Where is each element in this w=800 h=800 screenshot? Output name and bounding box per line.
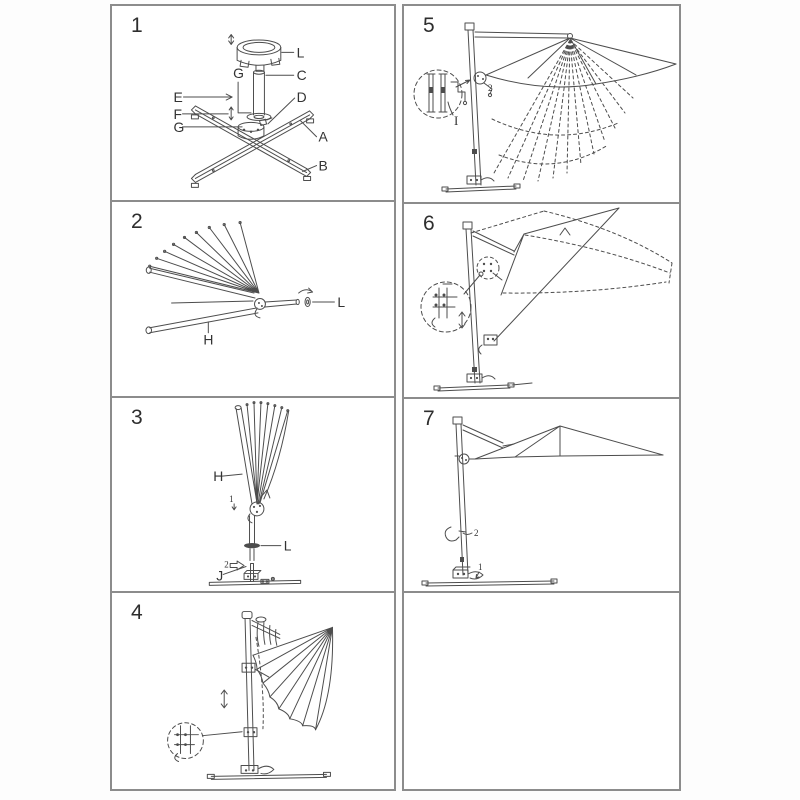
- open-canopy: [475, 426, 663, 459]
- part-label-I: I: [454, 113, 459, 128]
- panel-1-drawing: [112, 6, 394, 200]
- mast: [463, 222, 480, 383]
- rotate-arrow-icon: [299, 288, 313, 293]
- part-label-G-left: G: [173, 118, 185, 135]
- magnifier-detail: [414, 70, 470, 118]
- part-label-E: E: [173, 89, 183, 106]
- part-label-1: 1: [478, 562, 483, 572]
- panel-3-callouts: [213, 468, 292, 583]
- mast: [242, 612, 254, 771]
- panel-4: [112, 591, 394, 789]
- base-assembly: [434, 374, 532, 391]
- panel-2-number: 2: [131, 210, 144, 233]
- part-label-2: 2: [474, 528, 479, 538]
- magnifier-detail: [168, 723, 242, 762]
- part-label-H: H: [213, 468, 224, 485]
- upper-pole-tube: [265, 299, 299, 307]
- mast: [453, 417, 468, 575]
- crank-handle-icon: [451, 82, 465, 101]
- support-arm: [473, 231, 514, 255]
- part-label-D: D: [296, 89, 307, 106]
- panel-1-number: 1: [131, 14, 144, 37]
- panel-5-drawing: [404, 6, 679, 202]
- panel-2-drawing: [112, 202, 394, 396]
- lower-pole-tube: [251, 564, 254, 582]
- part-label-J: J: [216, 567, 224, 584]
- support-arm: [463, 425, 514, 448]
- panel-6-drawing: [404, 204, 679, 397]
- support-arm: [475, 32, 573, 39]
- panel-5: [404, 6, 679, 202]
- tilt-motion-dashes: [471, 211, 672, 293]
- folded-canopy: [146, 221, 259, 333]
- part-label-G-top: G: [233, 65, 244, 82]
- right-column: [402, 4, 681, 791]
- part-label-1: 1: [229, 493, 234, 504]
- insert-arrow-icon: [230, 561, 244, 570]
- panel-2: [112, 200, 394, 396]
- panel-6: [404, 202, 679, 397]
- part-label-L: L: [296, 44, 305, 61]
- panel-3: [112, 396, 394, 591]
- pole-hook: [445, 527, 478, 541]
- part-label-H: H: [203, 331, 214, 348]
- panel-1-callouts: [174, 44, 329, 173]
- folded-canopy-vertical: [235, 402, 289, 504]
- base-assembly: [422, 562, 557, 586]
- panel-7-drawing: [404, 399, 679, 591]
- lower-pole-bracket: [244, 728, 257, 737]
- empty-panel: [404, 591, 679, 789]
- panel-7-number: 7: [423, 407, 436, 430]
- panel-7: [404, 397, 679, 591]
- panel-1: [112, 6, 394, 200]
- canopy-hub: [254, 299, 265, 318]
- lower-bracket: [479, 335, 497, 354]
- tilt-hub: [477, 257, 502, 280]
- mast: [465, 23, 481, 185]
- tilted-canopy: [494, 208, 619, 341]
- part-label-2: 2: [488, 83, 493, 93]
- base-assembly: [207, 765, 330, 779]
- panel-3-number: 3: [131, 406, 144, 429]
- panel-4-number: 4: [131, 601, 144, 624]
- panel-6-number: 6: [423, 212, 436, 235]
- part-label-L: L: [283, 537, 292, 554]
- part-label-L: L: [337, 293, 346, 310]
- opening-canopy-fan: [253, 617, 333, 730]
- panel-3-drawing: [112, 398, 394, 591]
- slide-arrow-icon: [221, 690, 227, 708]
- panel-4-drawing: [112, 593, 394, 789]
- canopy-hub: [248, 502, 264, 523]
- ring-part: [305, 297, 310, 306]
- left-column: [110, 4, 396, 791]
- part-label-C: C: [296, 67, 307, 84]
- part-label-2: 2: [224, 559, 229, 570]
- part-label-A: A: [318, 128, 328, 145]
- part-label-B: B: [318, 157, 328, 174]
- panel-5-number: 5: [423, 14, 436, 37]
- part-label-F: F: [173, 105, 183, 122]
